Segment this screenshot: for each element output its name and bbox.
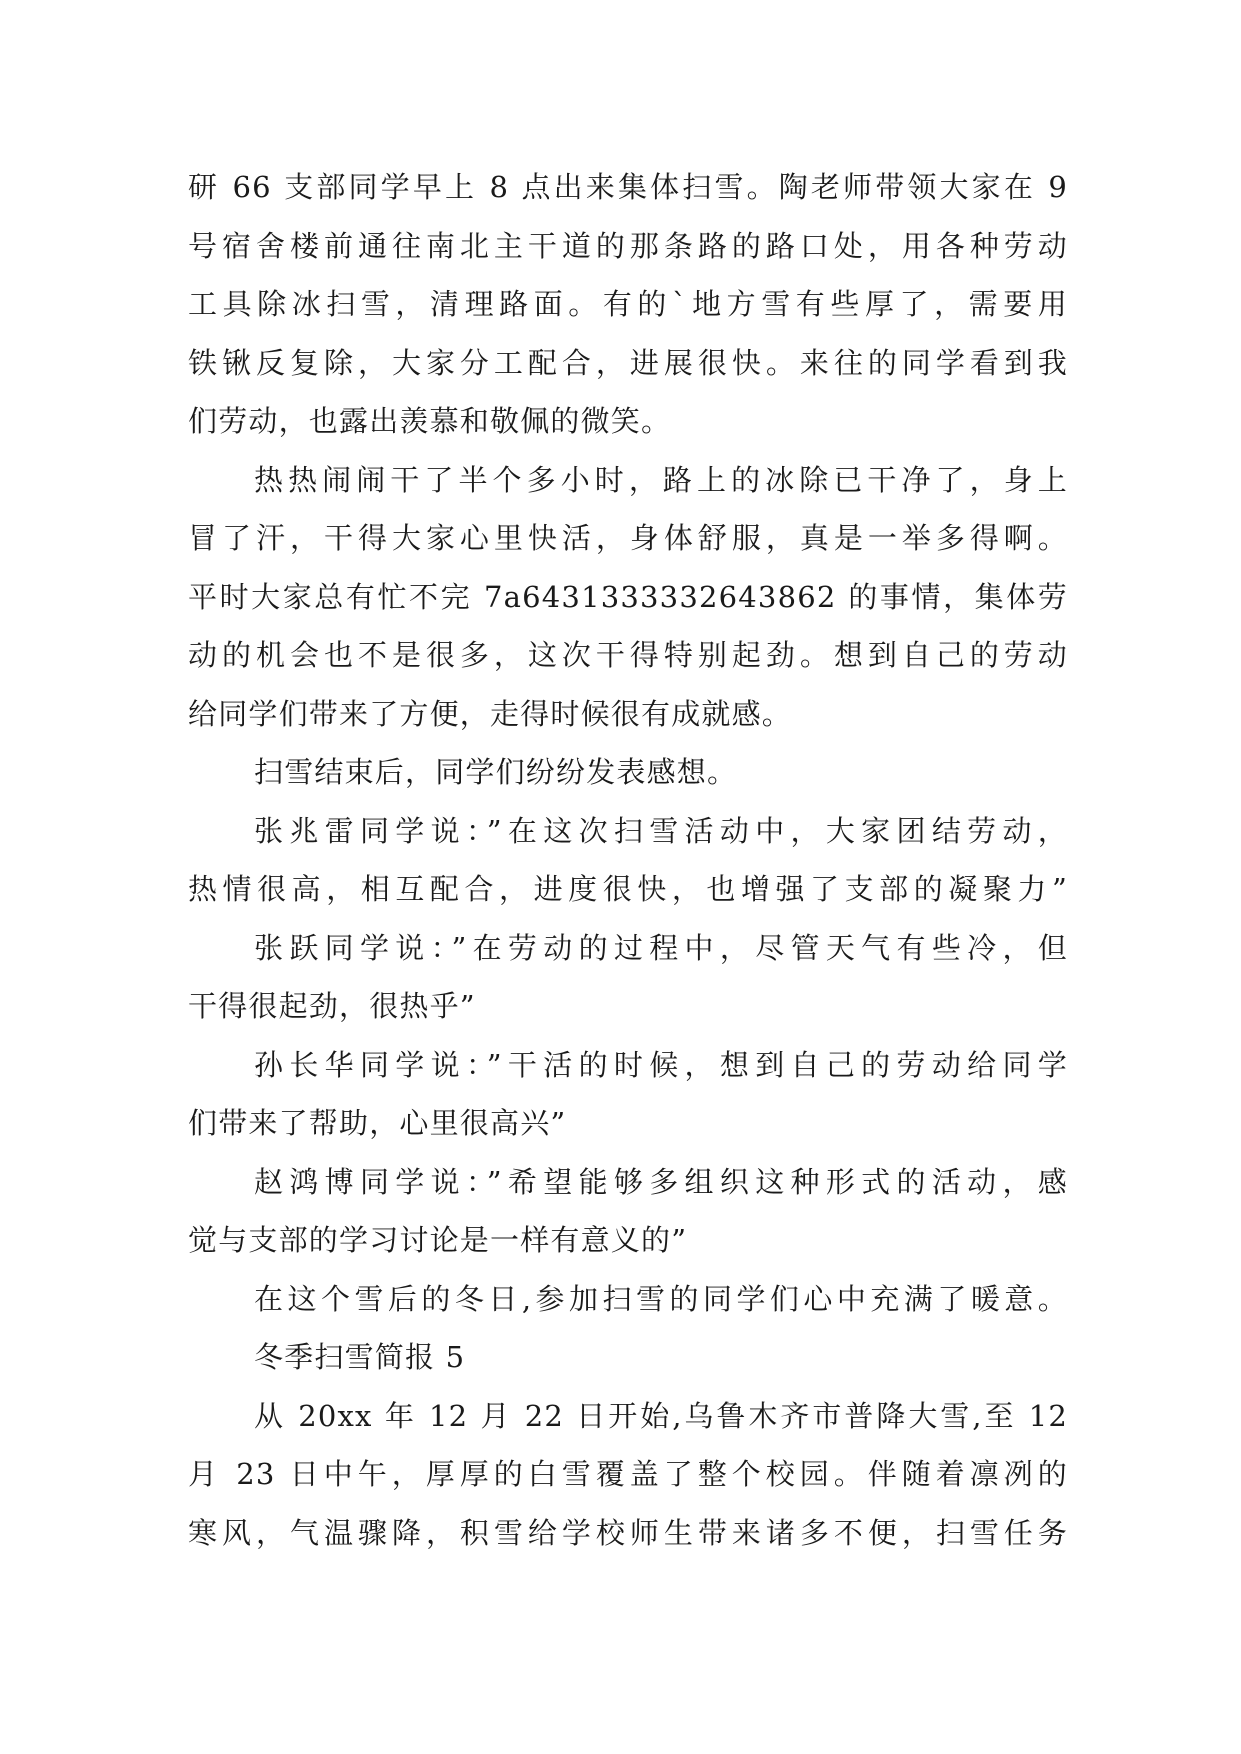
text-line: 月 23 日中午，厚厚的白雪覆盖了整个校园。伴随着凛冽的 xyxy=(188,1457,1068,1491)
text-line: 给同学们带来了方便，走得时候很有成就感。 xyxy=(188,696,793,731)
text-line: 号宿舍楼前通往南北主干道的那条路的路口处，用各种劳动 xyxy=(188,228,1068,263)
text-line: 冒了汗，干得大家心里快活，身体舒服，真是一举多得啊。 xyxy=(188,521,1068,555)
text-line: 热热闹闹干了半个多小时，路上的冰除已干净了，身上 xyxy=(254,462,1068,497)
document-page xyxy=(188,158,1068,1562)
text-line: 热情很高，相互配合，进度很快，也增强了支部的凝聚力” xyxy=(188,872,1068,906)
text-line: 们带来了帮助，心里很高兴” xyxy=(188,1106,567,1140)
text-line: 张跃同学说：”在劳动的过程中，尽管天气有些冷，但 xyxy=(254,930,1068,965)
text-line: 干得很起劲，很热乎” xyxy=(188,989,476,1023)
text-line: 赵鸿博同学说：”希望能够多组织这种形式的活动，感 xyxy=(254,1164,1068,1199)
text-line: 们劳动，也露出羡慕和敬佩的微笑。 xyxy=(188,404,672,438)
text-line: 扫雪结束后，同学们纷纷发表感想。 xyxy=(254,755,738,789)
text-line: 平时大家总有忙不完 7a6431333332643862 的事情，集体劳 xyxy=(188,579,1068,614)
text-line: 从 20xx 年 12 月 22 日开始,乌鲁木齐市普降大雪,至 12 xyxy=(254,1398,1068,1433)
text-line: 在这个雪后的冬日,参加扫雪的同学们心中充满了暖意。 xyxy=(254,1281,1068,1316)
text-line: 寒风，气温骤降，积雪给学校师生带来诸多不便，扫雪任务 xyxy=(188,1515,1068,1550)
text-line: 冬季扫雪简报 5 xyxy=(254,1340,466,1374)
text-line: 动的机会也不是很多，这次干得特别起劲。想到自己的劳动 xyxy=(188,638,1068,672)
text-line: 张兆雷同学说：”在这次扫雪活动中，大家团结劳动， xyxy=(254,813,1068,848)
text-line: 工具除冰扫雪，清理路面。有的`地方雪有些厚了，需要用 xyxy=(188,287,1068,321)
text-line: 觉与支部的学习讨论是一样有意义的” xyxy=(188,1223,688,1257)
text-line: 铁锹反复除，大家分工配合，进展很快。来往的同学看到我 xyxy=(188,345,1068,380)
text-line: 孙长华同学说：”干活的时候，想到自己的劳动给同学 xyxy=(254,1047,1068,1082)
text-line: 研 66 支部同学早上 8 点出来集体扫雪。陶老师带领大家在 9 xyxy=(188,170,1068,204)
